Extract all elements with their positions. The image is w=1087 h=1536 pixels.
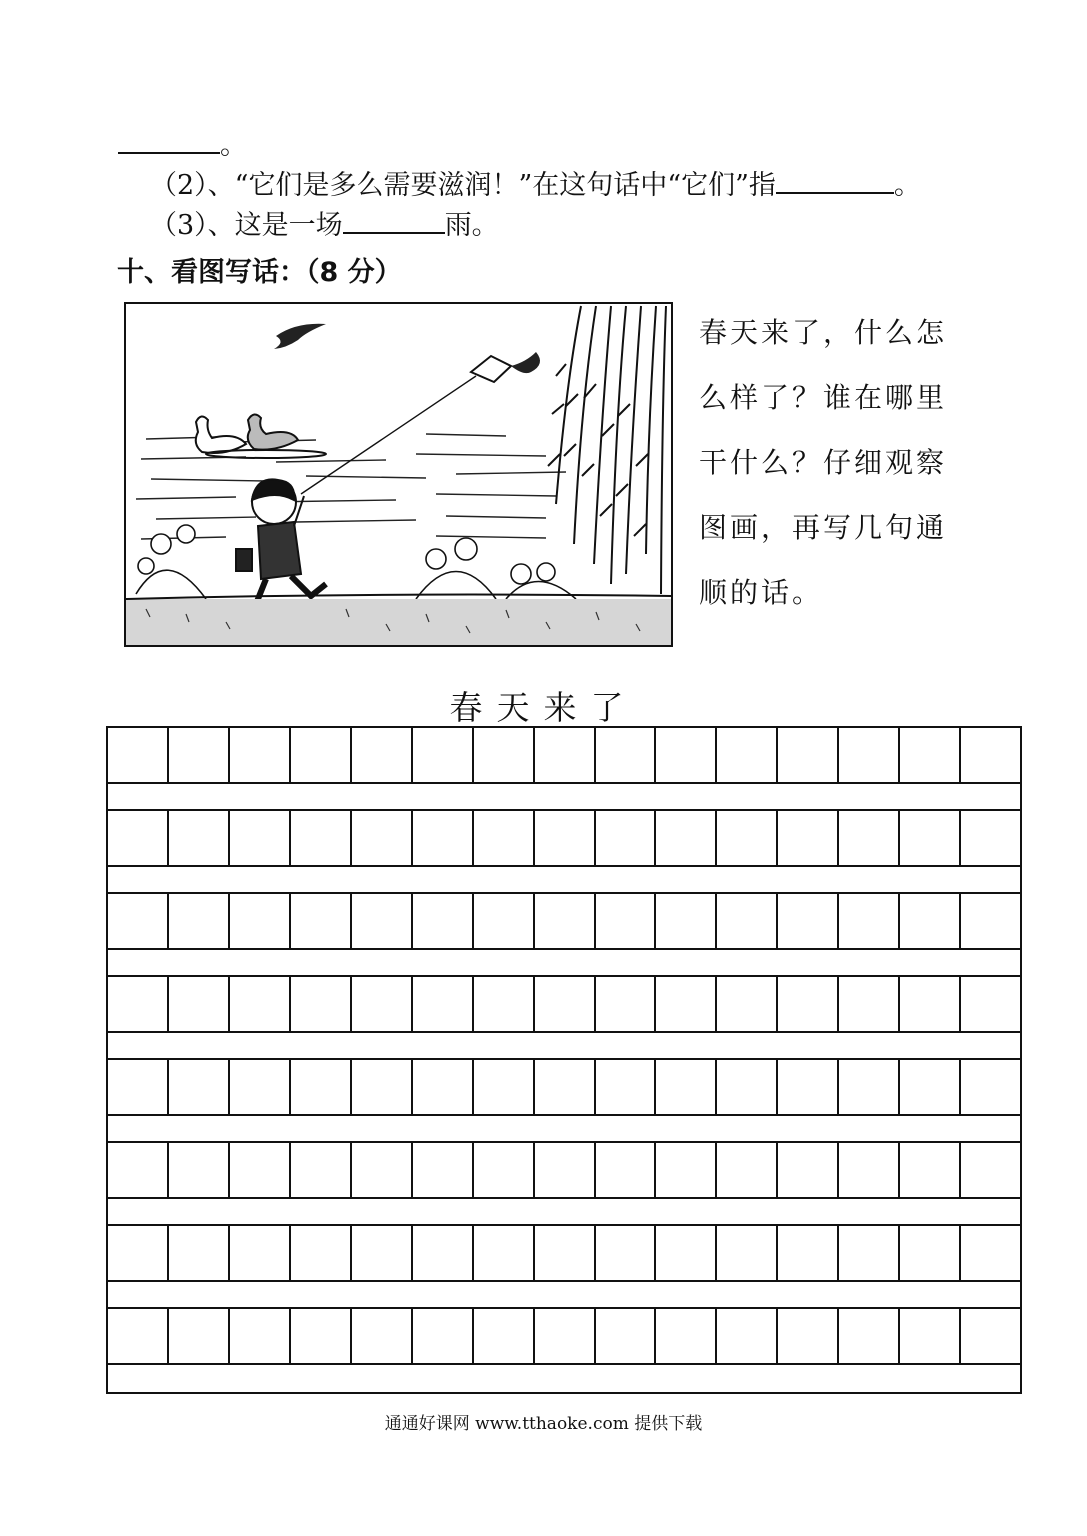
grid-cell[interactable] (169, 1143, 230, 1197)
grid-cell[interactable] (413, 1143, 474, 1197)
grid-cell[interactable] (291, 1143, 352, 1197)
grid-cell[interactable] (291, 894, 352, 948)
grid-cell[interactable] (961, 728, 1020, 782)
grid-row (108, 1060, 1020, 1116)
grid-cell[interactable] (535, 977, 596, 1031)
grid-cell[interactable] (778, 811, 839, 865)
grid-cell[interactable] (535, 1060, 596, 1114)
grid-cell[interactable] (230, 811, 291, 865)
grid-cell[interactable] (535, 728, 596, 782)
grid-cell[interactable] (839, 1060, 900, 1114)
grid-cell[interactable] (474, 894, 535, 948)
grid-cell[interactable] (656, 1226, 717, 1280)
grid-cell[interactable] (656, 1309, 717, 1363)
grid-cell[interactable] (535, 894, 596, 948)
grid-cell[interactable] (230, 1143, 291, 1197)
grid-cell[interactable] (230, 1226, 291, 1280)
grid-cell[interactable] (778, 728, 839, 782)
grid-row (108, 1309, 1020, 1365)
grid-cell[interactable] (596, 728, 657, 782)
grid-cell[interactable] (291, 1060, 352, 1114)
grid-cell[interactable] (961, 1060, 1020, 1114)
writing-prompt: 春天来了，什么怎么样了？谁在哪里干什么？仔细观察图画，再写几句通顺的话。 (699, 316, 948, 609)
grid-cell[interactable] (596, 977, 657, 1031)
grid-cell[interactable] (352, 1060, 413, 1114)
grid-cell[interactable] (291, 977, 352, 1031)
grid-cell[interactable] (169, 894, 230, 948)
willow-tree-icon (548, 306, 666, 594)
grid-cell[interactable] (717, 1226, 778, 1280)
grid-spacer (108, 950, 1020, 977)
grid-cell[interactable] (413, 811, 474, 865)
answer-blank-3[interactable] (343, 208, 445, 234)
grid-cell[interactable] (778, 1226, 839, 1280)
grid-cell[interactable] (169, 811, 230, 865)
grid-cell[interactable] (108, 1143, 169, 1197)
answer-blank-1[interactable] (118, 128, 220, 154)
grid-cell[interactable] (413, 728, 474, 782)
grid-cell[interactable] (900, 1143, 961, 1197)
grid-cell[interactable] (778, 1060, 839, 1114)
grid-cell[interactable] (474, 1309, 535, 1363)
grid-cell[interactable] (535, 1143, 596, 1197)
grid-cell[interactable] (474, 811, 535, 865)
grid-cell[interactable] (778, 977, 839, 1031)
ducks-icon (196, 414, 326, 458)
grid-cell[interactable] (108, 1309, 169, 1363)
grid-row (108, 894, 1020, 950)
footer-credit: 通通好课网 www.tthaoke.com 提供下载 (384, 1414, 703, 1434)
grid-cell[interactable] (291, 728, 352, 782)
grid-cell[interactable] (108, 811, 169, 865)
grid-cell[interactable] (900, 1309, 961, 1363)
q3-end: 雨。 (444, 210, 499, 241)
grid-cell[interactable] (778, 1143, 839, 1197)
grid-cell[interactable] (230, 894, 291, 948)
q2-end: 。 (893, 170, 921, 201)
grid-cell[interactable] (230, 977, 291, 1031)
grid-cell[interactable] (656, 894, 717, 948)
flowers-icon (136, 525, 576, 599)
grid-cell[interactable] (474, 1143, 535, 1197)
grid-cell[interactable] (352, 1143, 413, 1197)
grid-cell[interactable] (900, 977, 961, 1031)
grid-spacer (108, 1116, 1020, 1143)
grid-cell[interactable] (474, 977, 535, 1031)
grid-row (108, 1226, 1020, 1282)
grid-cell[interactable] (839, 1143, 900, 1197)
grid-cell[interactable] (169, 728, 230, 782)
grid-cell[interactable] (596, 1143, 657, 1197)
grid-cell[interactable] (839, 1309, 900, 1363)
grid-cell[interactable] (474, 1060, 535, 1114)
grid-cell[interactable] (839, 894, 900, 948)
grid-spacer (108, 867, 1020, 894)
grid-cell[interactable] (656, 977, 717, 1031)
grid-cell[interactable] (778, 894, 839, 948)
grid-cell[interactable] (717, 728, 778, 782)
grid-spacer (108, 784, 1020, 811)
grid-cell[interactable] (108, 1226, 169, 1280)
grid-row (108, 977, 1020, 1033)
grid-cell[interactable] (656, 1060, 717, 1114)
grid-cell[interactable] (717, 811, 778, 865)
question-1-tail (118, 128, 247, 163)
grid-cell[interactable] (108, 728, 169, 782)
grid-cell[interactable] (900, 728, 961, 782)
grid-cell[interactable] (839, 728, 900, 782)
grid-cell[interactable] (596, 1309, 657, 1363)
essay-title: 春天来了 (449, 688, 638, 727)
grid-cell[interactable] (900, 894, 961, 948)
question-3 (150, 208, 499, 243)
illustration-svg (126, 304, 671, 645)
grid-cell[interactable] (596, 1226, 657, 1280)
grid-cell[interactable] (108, 1060, 169, 1114)
grid-cell[interactable] (656, 811, 717, 865)
grid-cell[interactable] (535, 1309, 596, 1363)
grid-cell[interactable] (230, 1309, 291, 1363)
grid-spacer (108, 1282, 1020, 1309)
answer-blank-2[interactable] (776, 168, 894, 194)
grid-cell[interactable] (169, 977, 230, 1031)
kite-flying-illustration (124, 302, 673, 647)
grid-cell[interactable] (291, 1226, 352, 1280)
grid-cell[interactable] (413, 1060, 474, 1114)
grid-cell[interactable] (352, 894, 413, 948)
grid-spacer (108, 1033, 1020, 1060)
grid-cell[interactable] (108, 977, 169, 1031)
bird-icon (274, 324, 326, 349)
question-2 (150, 168, 921, 203)
grid-cell[interactable] (230, 728, 291, 782)
grid-cell[interactable] (291, 1309, 352, 1363)
grid-cell[interactable] (717, 977, 778, 1031)
grid-cell[interactable] (535, 811, 596, 865)
q3-text: （3）、这是一场 (150, 210, 343, 241)
grid-cell[interactable] (656, 1143, 717, 1197)
grid-cell[interactable] (230, 1060, 291, 1114)
grid-cell[interactable] (413, 1226, 474, 1280)
grid-spacer (108, 1365, 1020, 1392)
grid-cell[interactable] (413, 894, 474, 948)
q1-period: 。 (220, 130, 247, 161)
grid-cell[interactable] (535, 1226, 596, 1280)
grid-cell[interactable] (169, 1226, 230, 1280)
grid-cell[interactable] (169, 1060, 230, 1114)
grid-row (108, 811, 1020, 867)
grid-cell[interactable] (961, 1309, 1020, 1363)
grid-cell[interactable] (717, 1309, 778, 1363)
grid-cell[interactable] (596, 894, 657, 948)
grid-cell[interactable] (778, 1309, 839, 1363)
grid-cell[interactable] (596, 1060, 657, 1114)
grid-cell[interactable] (352, 1226, 413, 1280)
grid-cell[interactable] (900, 1226, 961, 1280)
grid-cell[interactable] (839, 977, 900, 1031)
grid-cell[interactable] (596, 811, 657, 865)
grid-cell[interactable] (900, 811, 961, 865)
grid-cell[interactable] (474, 1226, 535, 1280)
grid-spacer (108, 1199, 1020, 1226)
grid-cell[interactable] (656, 728, 717, 782)
grass-ground (126, 595, 671, 645)
grid-cell[interactable] (717, 1143, 778, 1197)
grid-cell[interactable] (900, 1060, 961, 1114)
grid-row (108, 728, 1020, 784)
grid-cell[interactable] (839, 1226, 900, 1280)
q2-text: （2）、“它们是多么需要滋润！”在这句话中“它们”指 (150, 170, 776, 201)
grid-row (108, 1143, 1020, 1199)
grid-cell[interactable] (961, 811, 1020, 865)
grid-cell[interactable] (108, 894, 169, 948)
grid-cell[interactable] (961, 894, 1020, 948)
grid-cell[interactable] (717, 1060, 778, 1114)
grid-cell[interactable] (413, 1309, 474, 1363)
grid-cell[interactable] (961, 1226, 1020, 1280)
grid-cell[interactable] (474, 728, 535, 782)
grid-cell[interactable] (717, 894, 778, 948)
grid-cell[interactable] (839, 811, 900, 865)
grid-cell[interactable] (961, 1143, 1020, 1197)
grid-cell[interactable] (169, 1309, 230, 1363)
grid-cell[interactable] (352, 1309, 413, 1363)
writing-grid[interactable] (106, 726, 1022, 1394)
grid-cell[interactable] (961, 977, 1020, 1031)
grid-cell[interactable] (291, 811, 352, 865)
grid-cell[interactable] (352, 977, 413, 1031)
grid-cell[interactable] (352, 811, 413, 865)
grid-cell[interactable] (413, 977, 474, 1031)
grid-cell[interactable] (352, 728, 413, 782)
section-heading: 十、看图写话：（8 分） (117, 257, 402, 288)
